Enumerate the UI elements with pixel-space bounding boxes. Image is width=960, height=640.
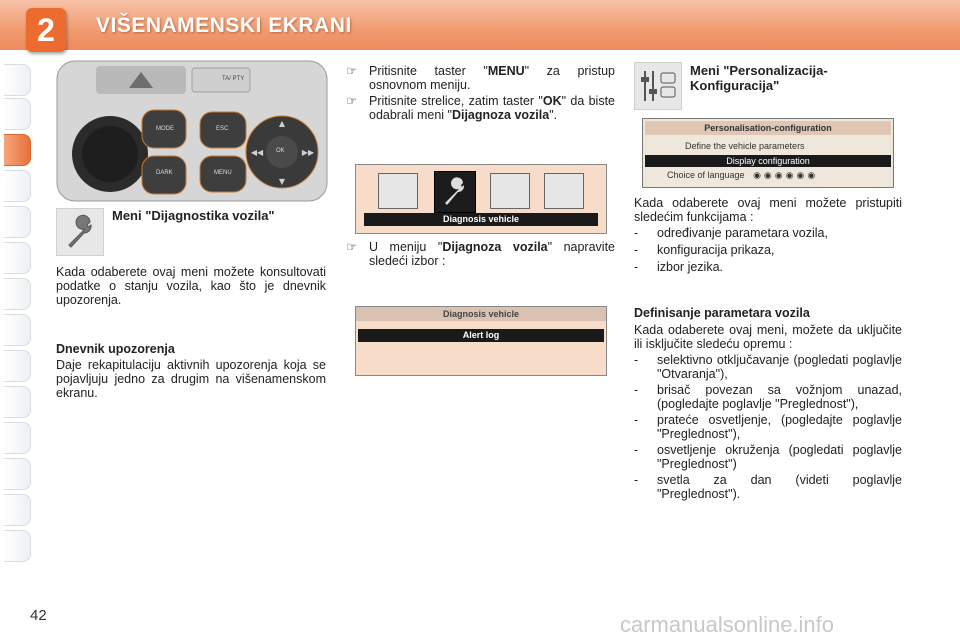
- language-flags-icon: ◉◉◉◉◉◉: [753, 170, 819, 180]
- menu-selection-label: Diagnosis vehicle: [364, 213, 598, 226]
- list-item: brisač povezan sa vožnjom unazad, (pogledajte poglavlje "Preglednost"),: [657, 383, 902, 411]
- list-item: prateće osvetljenje, (pogledajte poglavlje "Preglednost"),: [657, 413, 902, 441]
- step-3-text: [369, 240, 615, 268]
- menu-item[interactable]: Define the vehicle parameters: [685, 141, 805, 151]
- step-2-text: [369, 94, 615, 122]
- alert-log-heading: Dnevnik upozorenja: [56, 342, 175, 356]
- step-3-menu-name: Dijagnoza vozila: [442, 240, 548, 254]
- step-3-part: " napravite sledeći izbor :: [369, 240, 616, 268]
- side-tab[interactable]: [4, 458, 31, 490]
- diagnosis-screen: [355, 306, 607, 376]
- step-1-part: " za pristup osnovnom meniju.: [369, 64, 615, 92]
- side-tab[interactable]: [4, 278, 31, 310]
- side-tab[interactable]: [4, 350, 31, 382]
- side-tab[interactable]: [4, 386, 31, 418]
- panel-label-ta-pty: TA/ PTY: [222, 76, 245, 82]
- list-item: određivanje parametara vozila,: [657, 226, 828, 240]
- bullet-icon: ☞: [346, 94, 358, 108]
- menu-item-selected[interactable]: Display configuration: [645, 155, 891, 167]
- chapter-badge: 2: [26, 8, 66, 52]
- step-3-part: U meniju ": [369, 240, 443, 254]
- list-item: izbor jezika.: [657, 260, 723, 274]
- settings-sliders-icon: [490, 173, 530, 209]
- page-title: VIŠENAMENSKI EKRANI: [96, 14, 352, 37]
- diagnosis-wrench-icon: [56, 208, 104, 256]
- list-dash: -: [634, 260, 639, 274]
- watermark: carmanualsonline.info: [620, 612, 835, 637]
- step-2-key: OK: [542, 94, 562, 108]
- list-dash: -: [634, 243, 639, 257]
- step-1-key: MENU: [487, 64, 525, 78]
- bullet-icon: ☞: [346, 64, 358, 78]
- settings-sliders-icon: [634, 62, 682, 110]
- section-heading-diagnosis: Meni "Dijagnostika vozila": [112, 208, 275, 223]
- side-tab[interactable]: [4, 170, 31, 202]
- list-item: selektivno otključavanje (pogledati poglavlje "Otvaranja"),: [657, 353, 902, 381]
- side-tab[interactable]: [4, 64, 31, 96]
- dark-button[interactable]: DARK: [156, 170, 173, 176]
- section-heading-personalisation: Meni "Personalizacija-Konfiguracija": [690, 63, 828, 93]
- side-tab[interactable]: [4, 494, 31, 526]
- svg-text:▶▶: ▶▶: [301, 148, 315, 157]
- alert-log-item[interactable]: Alert log: [358, 329, 604, 342]
- diagnosis-intro-text: Kada odaberete ovaj meni možete konsultovati podatke o stanju vozila, kao što je dnevnik upozorenja.: [56, 265, 326, 307]
- step-1-part: Pritisnite taster ": [369, 64, 488, 78]
- menu-item[interactable]: [667, 170, 818, 181]
- side-tab[interactable]: [4, 314, 31, 346]
- step-1-text: [369, 64, 615, 92]
- svg-text:◀◀: ◀◀: [250, 148, 264, 157]
- page-number: 42: [30, 607, 47, 624]
- list-item: svetla za dan (videti poglavlje "Preglednost").: [657, 473, 902, 501]
- side-tab[interactable]: [4, 530, 31, 562]
- phone-icon: [544, 173, 584, 209]
- list-dash: -: [634, 473, 639, 487]
- menu-item-label: Choice of language: [667, 170, 745, 180]
- screen-title: Personalisation-configuration: [645, 121, 891, 135]
- control-panel-illustration: [56, 60, 328, 202]
- esc-button[interactable]: ESC: [216, 126, 229, 132]
- list-dash: -: [634, 353, 639, 367]
- audio-icon: [378, 173, 418, 209]
- bullet-icon: ☞: [346, 240, 358, 254]
- personalisation-screen: [642, 118, 894, 188]
- step-2-part: ".: [549, 108, 558, 122]
- vehicle-parameters-heading: Definisanje parametara vozila: [634, 306, 810, 320]
- screen-title: Diagnosis vehicle: [356, 307, 606, 321]
- list-dash: -: [634, 443, 639, 457]
- side-tabs: [0, 64, 32, 576]
- ok-button[interactable]: OK: [276, 148, 285, 154]
- mode-button[interactable]: MODE: [156, 126, 174, 132]
- wrench-icon: [434, 171, 476, 213]
- list-dash: -: [634, 383, 639, 397]
- personalisation-intro: Kada odaberete ovaj meni možete pristupiti sledećim funkcijama :: [634, 196, 902, 224]
- alert-log-text: Daje rekapitulaciju aktivnih upozorenja koja se pojavljuju jedno za drugim na višenamenskom ekranu.: [56, 358, 326, 400]
- step-2-part: Pritisnite strelice, zatim taster ": [369, 94, 543, 108]
- list-dash: -: [634, 413, 639, 427]
- list-item: osvetljenje okruženja (pogledati poglavlje "Preglednost"): [657, 443, 902, 471]
- svg-text:▼: ▼: [278, 177, 286, 186]
- side-tab[interactable]: [4, 98, 31, 130]
- svg-text:▲: ▲: [278, 119, 286, 128]
- list-item: konfiguracija prikaza,: [657, 243, 775, 257]
- side-tab[interactable]: [4, 422, 31, 454]
- main-menu-screen: [355, 164, 607, 234]
- side-tab-active[interactable]: [4, 134, 31, 166]
- step-2-part: " da biste odabrali meni ": [369, 94, 615, 122]
- menu-button[interactable]: MENU: [214, 170, 232, 176]
- side-tab[interactable]: [4, 242, 31, 274]
- step-2-menu-name: Dijagnoza vozila: [451, 108, 550, 122]
- vehicle-parameters-text: Kada odaberete ovaj meni, možete da uključite ili isključite sledeću opremu :: [634, 323, 902, 351]
- side-tab[interactable]: [4, 206, 31, 238]
- list-dash: -: [634, 226, 639, 240]
